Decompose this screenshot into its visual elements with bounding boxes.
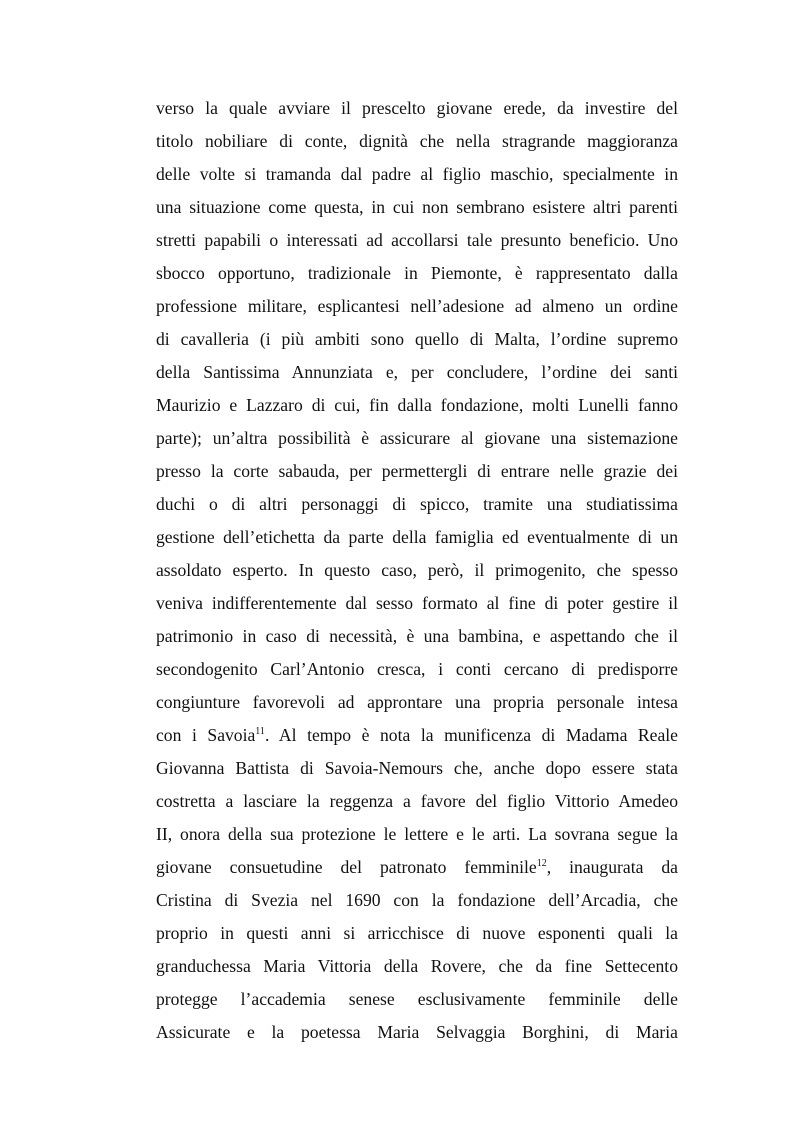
text-line: veniva indifferentemente dal sesso formato al fine di poter gestire il: [156, 593, 678, 613]
text-line: titolo nobiliare di conte, dignità che nella stragrande maggioranza: [156, 131, 678, 151]
text-line: una situazione come questa, in cui non sembrano esistere altri parenti: [156, 197, 678, 217]
text-line: costretta a lasciare la reggenza a favore del figlio Vittorio Amedeo: [156, 791, 678, 811]
text-line: parte); un’altra possibilità è assicurare al giovane una sistemazione: [156, 428, 678, 448]
text-line: proprio in questi anni si arricchisce di nuove esponenti quali la: [156, 923, 678, 943]
text-line: di cavalleria (i più ambiti sono quello di Malta, l’ordine supremo: [156, 329, 678, 349]
text-line: professione militare, esplicantesi nell’adesione ad almeno un ordine: [156, 296, 678, 316]
text-line: delle volte si tramanda dal padre al figlio maschio, specialmente in: [156, 164, 678, 184]
text-line: patrimonio in caso di necessità, è una bambina, e aspettando che il: [156, 626, 678, 646]
text-line: sbocco opportuno, tradizionale in Piemonte, è rappresentato dalla: [156, 263, 678, 283]
text-line: Assicurate e la poetessa Maria Selvaggia Borghini, di Maria: [156, 1022, 678, 1042]
text-line: assoldato esperto. In questo caso, però, il primogenito, che spesso: [156, 560, 678, 580]
text-line: secondogenito Carl’Antonio cresca, i conti cercano di predisporre: [156, 659, 678, 679]
footnote-marker: 12: [536, 858, 547, 870]
text-line: duchi o di altri personaggi di spicco, tramite una studiatissima: [156, 494, 678, 514]
text-line: della Santissima Annunziata e, per concludere, l’ordine dei santi: [156, 362, 678, 382]
text-segment: giovane consuetudine del patronato femminile: [156, 857, 537, 877]
text-line: gestione dell’etichetta da parte della famiglia ed eventualmente di un: [156, 527, 678, 547]
text-line-with-footnote: [156, 851, 678, 884]
text-line: II, onora della sua protezione le lettere e le arti. La sovrana segue la: [156, 824, 678, 844]
footnote-marker: 11: [255, 726, 265, 738]
body-text: [156, 92, 678, 1049]
text-line: congiunture favorevoli ad approntare una propria personale intesa: [156, 692, 678, 712]
text-line: Giovanna Battista di Savoia-Nemours che, anche dopo essere stata: [156, 758, 678, 778]
text-line: granduchessa Maria Vittoria della Rovere, che da fine Settecento: [156, 956, 678, 976]
text-line: verso la quale avviare il prescelto giovane erede, da investire del: [156, 98, 678, 118]
text-segment: , inaugurata da: [546, 857, 678, 877]
text-segment: con i Savoia: [156, 725, 256, 745]
text-line: Maurizio e Lazzaro di cui, fin dalla fondazione, molti Lunelli fanno: [156, 395, 678, 415]
text-line: stretti papabili o interessati ad accollarsi tale presunto beneficio. Uno: [156, 230, 678, 250]
text-line: protegge l’accademia senese esclusivamente femminile delle: [156, 989, 678, 1009]
text-line-with-footnote: [156, 719, 678, 752]
text-line: Cristina di Svezia nel 1690 con la fondazione dell’Arcadia, che: [156, 890, 678, 910]
text-segment: . Al tempo è nota la munificenza di Madama Reale: [264, 725, 678, 745]
text-line: presso la corte sabauda, per permettergli di entrare nelle grazie dei: [156, 461, 678, 481]
